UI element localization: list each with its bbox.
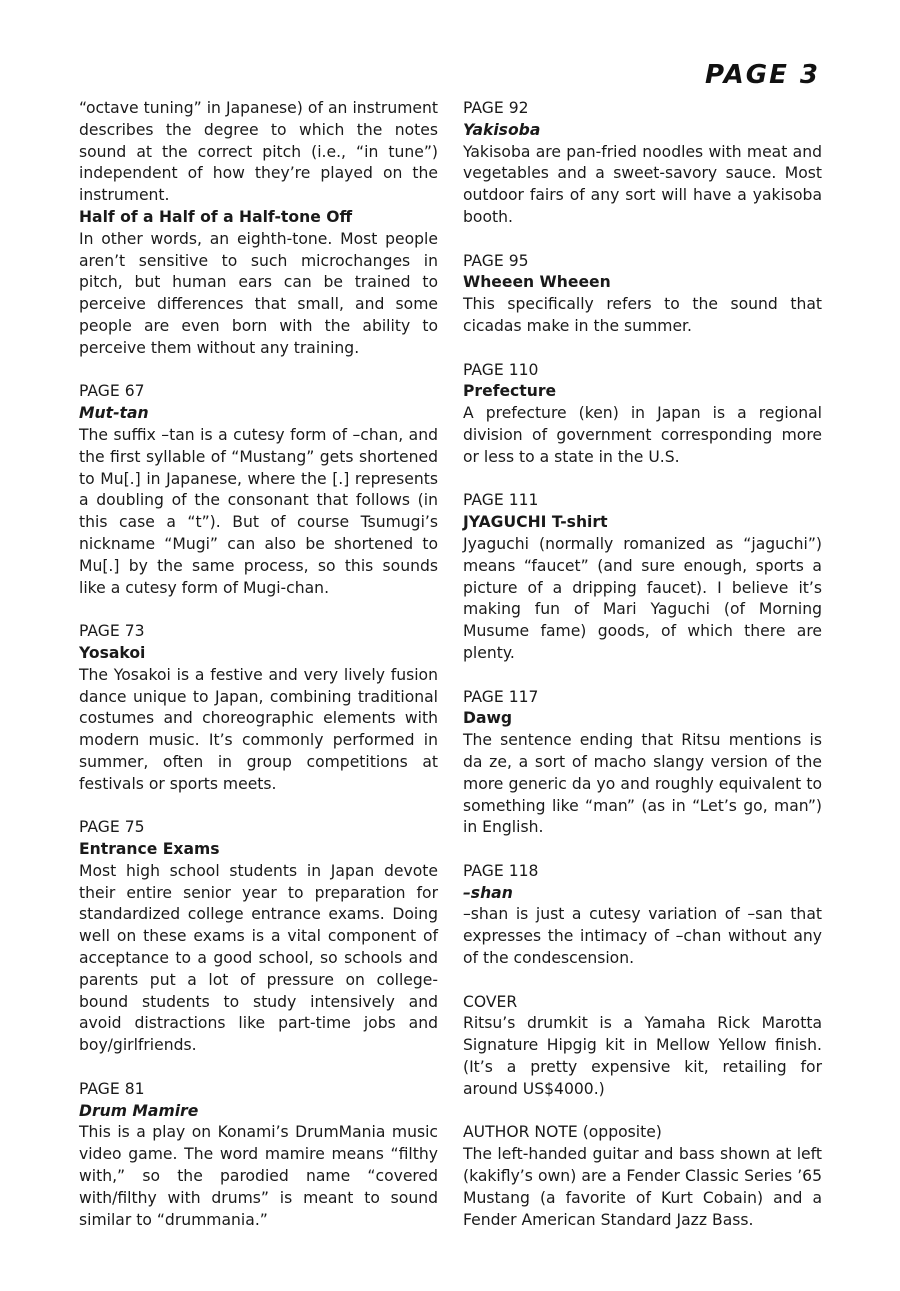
entry-body: Jyaguchi (normally romanized as “jaguchi”) means “faucet” (and sure enough, sports a picture of a dripping faucet). I believe it’s making fun of Mari Yaguchi (of Morning Musume fame) goods, of which there are plenty. (463, 534, 822, 662)
glossary-entry (463, 992, 822, 1101)
entry-body: This is a play on Konami’s DrumMania music video game. The word mamire means “filthy with,” so the parodied name “covered with/filthy with drums” is meant to sound similar to “drummania.” (79, 1123, 438, 1229)
entry-title: Yakisoba (463, 120, 541, 139)
left-column (79, 98, 438, 1253)
glossary-entry (79, 1079, 438, 1232)
entry-title: Wheeen Wheeen (463, 273, 611, 292)
glossary-entry (79, 381, 438, 599)
glossary-entry (463, 1122, 822, 1231)
glossary-entry (463, 687, 822, 840)
entry-page: PAGE 95 (463, 251, 529, 270)
entry-body: Yakisoba are pan-fried noodles with meat and vegetables and a sweet-savory sauce. Most outdoor fairs of any sort will have a yakisoba booth. (463, 142, 822, 226)
glossary-entry (463, 251, 822, 338)
glossary-entry (463, 360, 822, 469)
entry-page: PAGE 117 (463, 687, 539, 706)
entry-body: The suffix –tan is a cutesy form of –chan, and the first syllable of “Mustang” gets shortened to Mu[.] in Japanese, where the [.] represents a doubling of the consonant that follows (in this case a “t”). But of course Tsumugi’s nickname “Mugi” can also be shortened to Mu[.] by the same process, so this sounds like a cutesy form of Mugi-chan. (79, 425, 438, 597)
glossary-entry (79, 621, 438, 795)
glossary-entry (463, 861, 822, 970)
entry-page: PAGE 73 (79, 622, 145, 641)
entry-page: PAGE 67 (79, 382, 145, 401)
glossary-entry (463, 490, 822, 664)
entry-body: Ritsu’s drumkit is a Yamaha Rick Marotta Signature Hipgig kit in Mellow Yellow finish. (It’s a pretty expensive kit, retailing for around US$4000.) (463, 1014, 822, 1098)
entry-page: COVER (463, 992, 518, 1011)
entry-title: Dawg (463, 709, 513, 728)
entry-body: A prefecture (ken) in Japan is a regional division of government corresponding more or less to a state in the U.S. (463, 404, 822, 466)
entry-title: Mut-tan (79, 404, 149, 423)
entry-page: PAGE 111 (463, 491, 539, 510)
entry-title: Prefecture (463, 382, 557, 401)
intro-paragraph: “octave tuning” in Japanese) of an instrument describes the degree to which the notes sound at the correct pitch (i.e., “in tune”) independent of how they’re played on the instrument. (79, 99, 438, 205)
entry-title: –shan (463, 883, 513, 902)
glossary-entry (79, 207, 438, 360)
entry-title: Yosakoi (79, 643, 146, 662)
page-number-label: PAGE 3 (704, 60, 820, 90)
entry-page: PAGE 118 (463, 861, 539, 880)
right-column (463, 98, 822, 1253)
entry-page: AUTHOR NOTE (opposite) (463, 1123, 662, 1142)
entry-page: PAGE 92 (463, 99, 529, 117)
entry-body: The Yosakoi is a festive and very lively fusion dance unique to Japan, combining traditional costumes and choreographic elements with modern music. It’s commonly performed in summer, often in group competitions at festivals or sports meets. (79, 665, 438, 793)
entry-body: The sentence ending that Ritsu mentions is da ze, a sort of macho slangy version of the more generic da yo and roughly equivalent to something like “man” (as in “Let’s go, man”) in English. (463, 731, 822, 837)
entry-title: Entrance Exams (79, 840, 220, 859)
entry-body: –shan is just a cutesy variation of –san that expresses the intimacy of –chan without any of the condescension. (463, 905, 822, 968)
entry-title: Drum Mamire (79, 1101, 199, 1120)
entry-body: Most high school students in Japan devote their entire senior year to preparation for standardized college entrance exams. Doing well on these exams is a vital component of acceptance to a good school, so schools and parents put a lot of pressure on college-bound students to study intensively and avoid distractions like part-time jobs and boy/girlfriends. (79, 861, 438, 1055)
entry-title: Half of a Half of a Half-tone Off (79, 207, 353, 226)
entry-page: PAGE 110 (463, 360, 539, 379)
glossary-entry (463, 98, 822, 229)
entry-body: In other words, an eighth-tone. Most people aren’t sensitive to such microchanges in pitch, but human ears can be trained to perceive differences that small, and some people are even born with the ability to perceive them without any training. (79, 229, 438, 357)
entry-title: JYAGUCHI T-shirt (463, 513, 608, 532)
entry-body: The left-handed guitar and bass shown at left (kakifly’s own) are a Fender Classic Series ’65 Mustang (a favorite of Kurt Cobain) and a Fender American Standard Jazz Bass. (463, 1145, 822, 1229)
entry-page: PAGE 81 (79, 1079, 145, 1098)
entry-page: PAGE 75 (79, 818, 145, 837)
entry-body: This specifically refers to the sound that cicadas make in the summer. (463, 295, 822, 335)
glossary-entry (79, 817, 438, 1057)
